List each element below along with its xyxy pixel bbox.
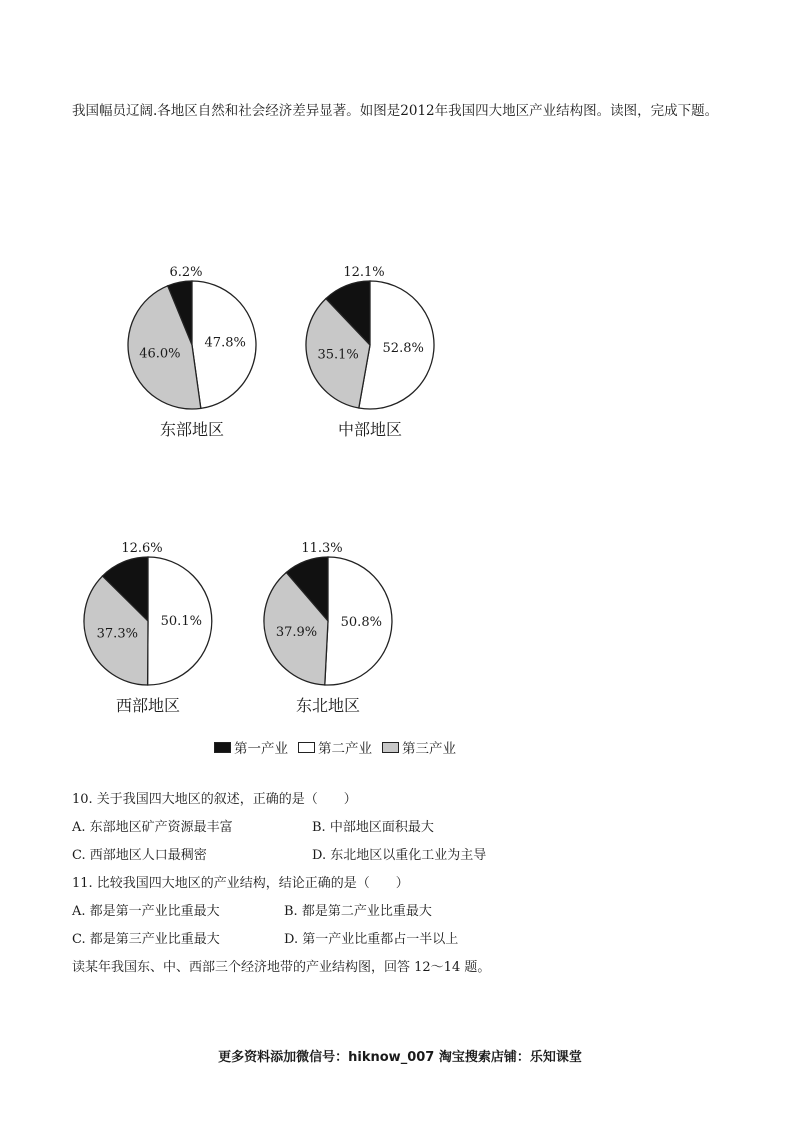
pie-chart-northeast-svg — [248, 526, 408, 715]
pie-title-west: 西部地区 — [115, 696, 181, 715]
question-11-stem: 11. 比较我国四大地区的产业结构，结论正确的是（ ） — [72, 876, 409, 891]
next-questions-intro: 读某年我国东、中、西部三个经济地带的产业结构图，回答 12～14 题。 — [72, 960, 491, 975]
pie-label-east-secondary: 47.8% — [204, 335, 246, 351]
legend-swatch-tertiary — [382, 742, 399, 753]
pie-label-central-tertiary: 35.1% — [317, 347, 359, 363]
pie-label-west-tertiary: 37.3% — [96, 626, 138, 642]
pie-label-northeast-tertiary: 37.9% — [275, 624, 318, 640]
chart-legend — [214, 737, 466, 757]
pie-label-central-primary: 12.1% — [343, 265, 385, 280]
question-10-option-b: B. 中部地区面积最大 — [312, 820, 434, 835]
question-11-option-c: C. 都是第三产业比重最大 — [72, 932, 220, 947]
question-10-option-c: C. 西部地区人口最稠密 — [72, 848, 207, 863]
question-10-options-row-1 — [72, 814, 490, 842]
pie-chart-east — [112, 250, 272, 439]
question-11-options-row-2 — [72, 926, 490, 954]
pie-chart-northeast — [248, 526, 408, 715]
question-10-option-d: D. 东北地区以重化工业为主导 — [312, 848, 487, 863]
pie-title-east: 东部地区 — [159, 420, 225, 439]
question-10-stem: 10. 关于我国四大地区的叙述，正确的是（ ） — [72, 792, 357, 807]
intro-paragraph: 我国幅员辽阔.各地区自然和社会经济差异显著。如图是2012年我国四大地区产业结构图。读图，完成下题。 — [72, 103, 719, 119]
pie-label-east-tertiary: 46.0% — [139, 346, 181, 362]
pie-title-central: 中部地区 — [337, 420, 403, 439]
pie-label-west-primary: 12.6% — [121, 541, 163, 556]
legend-swatch-secondary — [298, 742, 315, 753]
pie-chart-central — [290, 250, 450, 439]
pie-label-northeast-secondary: 50.8% — [340, 614, 382, 630]
pie-label-central-secondary: 52.8% — [382, 340, 424, 356]
footer-text: 更多资料添加微信号：hiknow_007 淘宝搜索店铺：乐知课堂 — [218, 1050, 582, 1065]
question-11-option-a: A. 都是第一产业比重最大 — [72, 904, 220, 919]
legend-label-tertiary: 第三产业 — [402, 741, 456, 757]
pie-label-east-primary: 6.2% — [169, 265, 203, 280]
question-10-options-row-2 — [72, 842, 490, 870]
legend-item-secondary — [298, 737, 372, 757]
question-11-option-d: D. 第一产业比重都占一半以上 — [284, 932, 459, 947]
question-10-option-a: A. 东部地区矿产资源最丰富 — [72, 820, 233, 835]
pie-chart-east-svg — [112, 250, 272, 439]
legend-label-primary: 第一产业 — [234, 741, 288, 757]
pie-chart-west — [68, 526, 228, 715]
pie-chart-central-svg — [290, 250, 450, 439]
pie-label-west-secondary: 50.1% — [160, 614, 202, 630]
question-11-option-b: B. 都是第二产业比重最大 — [284, 904, 432, 919]
pie-label-northeast-primary: 11.3% — [301, 541, 343, 556]
legend-label-secondary: 第二产业 — [318, 741, 372, 757]
pie-chart-west-svg — [68, 526, 228, 715]
pie-title-northeast: 东北地区 — [295, 696, 361, 715]
questions-section — [72, 786, 490, 982]
question-11-options-row-1 — [72, 898, 490, 926]
legend-swatch-primary — [214, 742, 231, 753]
legend-item-tertiary — [382, 737, 456, 757]
legend-item-primary — [214, 737, 288, 757]
